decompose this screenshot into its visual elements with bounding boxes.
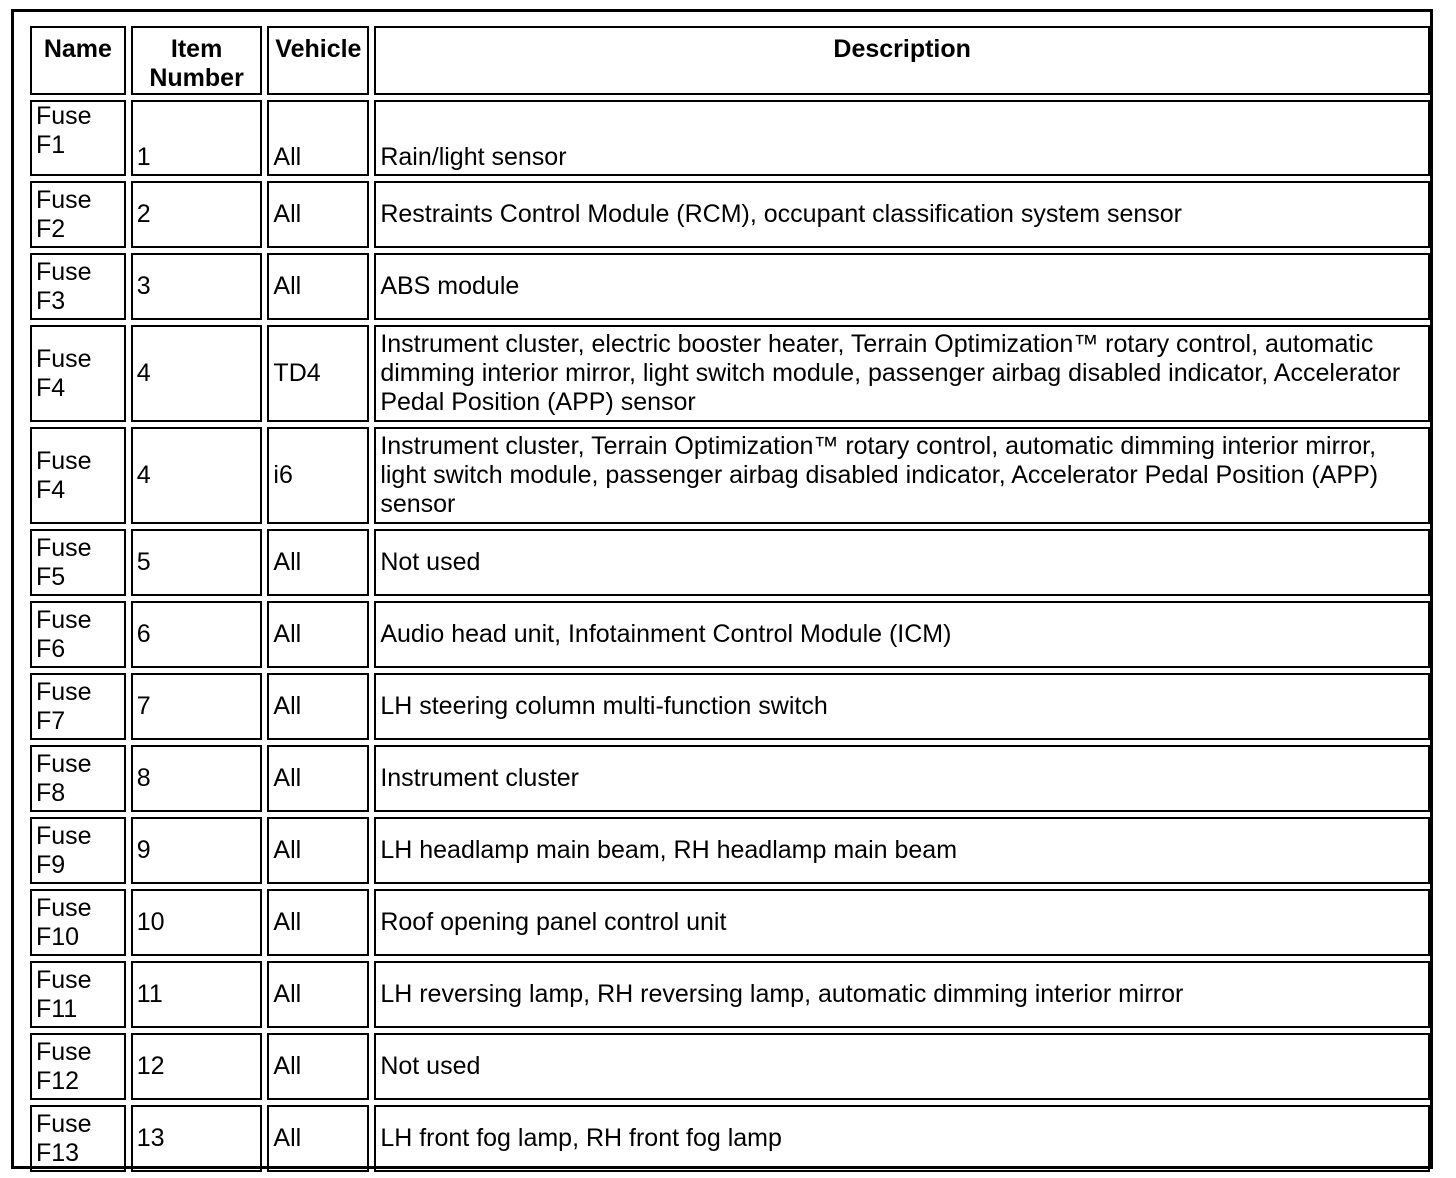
item-number-cell: 12	[131, 1033, 263, 1100]
vehicle-cell: TD4	[267, 325, 369, 422]
table-row	[30, 1105, 1430, 1172]
description-cell: Roof opening panel control unit	[374, 889, 1430, 956]
header-name: Name	[30, 26, 126, 95]
vehicle-cell: All	[267, 253, 369, 320]
item-number-cell: 9	[131, 817, 263, 884]
fuse-name-cell: Fuse F8	[30, 745, 126, 812]
fuse-name-cell: Fuse F3	[30, 253, 126, 320]
vehicle-cell: All	[267, 1105, 369, 1172]
description-cell: Rain/light sensor	[374, 100, 1430, 176]
fuse-name-cell: Fuse F6	[30, 601, 126, 668]
vehicle-cell: All	[267, 1033, 369, 1100]
item-number-cell: 3	[131, 253, 263, 320]
fuse-name-cell: Fuse F7	[30, 673, 126, 740]
vehicle-cell: All	[267, 601, 369, 668]
description-cell: Not used	[374, 529, 1430, 596]
fuse-name-cell: Fuse F1	[30, 100, 126, 176]
description-cell: Not used	[374, 1033, 1430, 1100]
table-row	[30, 427, 1430, 524]
table-row	[30, 601, 1430, 668]
header-vehicle: Vehicle	[267, 26, 369, 95]
fuse-name-cell: Fuse F13	[30, 1105, 126, 1172]
fuse-name-cell: Fuse F4	[30, 427, 126, 524]
header-item-number: Item Number	[131, 26, 263, 95]
table-row	[30, 181, 1430, 248]
description-cell: Instrument cluster	[374, 745, 1430, 812]
table-row	[30, 961, 1430, 1028]
item-number-cell: 1	[131, 100, 263, 176]
table-row	[30, 889, 1430, 956]
fuse-table	[25, 21, 1435, 1177]
vehicle-cell: All	[267, 745, 369, 812]
vehicle-cell: All	[267, 100, 369, 176]
item-number-cell: 4	[131, 427, 263, 524]
fuse-name-cell: Fuse F10	[30, 889, 126, 956]
item-number-cell: 5	[131, 529, 263, 596]
table-frame	[11, 9, 1433, 1169]
vehicle-cell: All	[267, 817, 369, 884]
fuse-name-cell: Fuse F11	[30, 961, 126, 1028]
vehicle-cell: i6	[267, 427, 369, 524]
item-number-cell: 8	[131, 745, 263, 812]
item-number-cell: 4	[131, 325, 263, 422]
description-cell: LH reversing lamp, RH reversing lamp, automatic dimming interior mirror	[374, 961, 1430, 1028]
item-number-cell: 11	[131, 961, 263, 1028]
description-cell: Instrument cluster, Terrain Optimization™ rotary control, automatic dimming interior mirror, light switch module, passenger airbag disabled indicator, Accelerator Pedal Position (APP) sensor	[374, 427, 1430, 524]
item-number-cell: 6	[131, 601, 263, 668]
table-row	[30, 1033, 1430, 1100]
vehicle-cell: All	[267, 961, 369, 1028]
description-cell: Restraints Control Module (RCM), occupant classification system sensor	[374, 181, 1430, 248]
header-row	[30, 26, 1430, 95]
item-number-cell: 7	[131, 673, 263, 740]
fuse-name-cell: Fuse F5	[30, 529, 126, 596]
header-description: Description	[374, 26, 1430, 95]
fuse-name-cell: Fuse F2	[30, 181, 126, 248]
item-number-cell: 13	[131, 1105, 263, 1172]
table-row	[30, 745, 1430, 812]
description-cell: LH headlamp main beam, RH headlamp main beam	[374, 817, 1430, 884]
description-cell: ABS module	[374, 253, 1430, 320]
description-cell: Audio head unit, Infotainment Control Module (ICM)	[374, 601, 1430, 668]
table-row	[30, 100, 1430, 176]
item-number-cell: 10	[131, 889, 263, 956]
fuse-name-cell: Fuse F4	[30, 325, 126, 422]
item-number-cell: 2	[131, 181, 263, 248]
vehicle-cell: All	[267, 673, 369, 740]
vehicle-cell: All	[267, 889, 369, 956]
description-cell: LH front fog lamp, RH front fog lamp	[374, 1105, 1430, 1172]
table-row	[30, 325, 1430, 422]
table-row	[30, 253, 1430, 320]
fuse-name-cell: Fuse F9	[30, 817, 126, 884]
fuse-name-cell: Fuse F12	[30, 1033, 126, 1100]
description-cell: Instrument cluster, electric booster heater, Terrain Optimization™ rotary control, automatic dimming interior mirror, light switch module, passenger airbag disabled indicator, Accelerator Pedal Position (APP) sensor	[374, 325, 1430, 422]
vehicle-cell: All	[267, 529, 369, 596]
vehicle-cell: All	[267, 181, 369, 248]
table-row	[30, 817, 1430, 884]
table-row	[30, 673, 1430, 740]
description-cell: LH steering column multi-function switch	[374, 673, 1430, 740]
table-row	[30, 529, 1430, 596]
